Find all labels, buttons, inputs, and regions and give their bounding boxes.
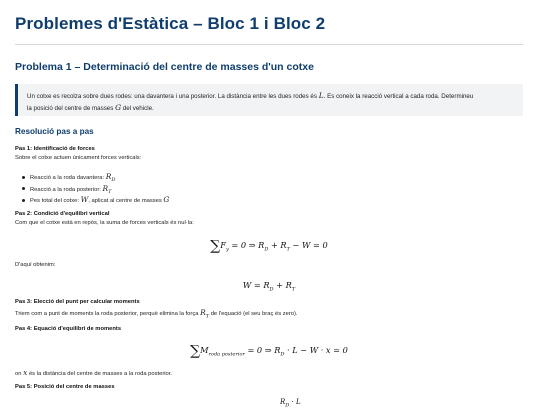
list-item <box>20 171 169 183</box>
statement-text: Un cotxe es recolza sobre dues rodes: una davantera i una posterior. La distància entre les dues rodes és <box>27 93 317 100</box>
step-3-text-a: Triem com a punt de moments la roda posterior, perquè elimina la força <box>15 311 199 317</box>
bullet-icon <box>22 199 25 202</box>
math-G: G <box>163 195 170 204</box>
math-W: W <box>80 195 89 204</box>
step-1-title: Pas 1: Identificació de forces <box>15 146 95 152</box>
bullet-text: Reacció a la roda posterior: <box>30 186 101 193</box>
statement-line-2 <box>27 102 517 114</box>
step-3-text: Triem com a punt de moments la roda posterior, perquè elimina la força $R_T$ de l'equació (el seu braç és zero). <box>15 308 298 320</box>
bullet-icon <box>22 187 25 190</box>
math-G: G <box>115 103 122 112</box>
resolution-heading: Resolució pas a pas <box>15 127 94 136</box>
force-list <box>20 171 169 206</box>
title-divider <box>15 44 523 45</box>
statement-text: la posició del centre de masses <box>27 105 114 112</box>
page-title: Problemes d'Estàtica – Bloc 1 i Bloc 2 <box>15 14 326 33</box>
step-4-after: on x és la distància del centre de masses a la roda posterior. <box>15 368 173 377</box>
step-2-after: D'aquí obtenim: <box>15 262 56 268</box>
math-L: L <box>318 91 324 100</box>
step-4-after-a: on <box>15 371 22 377</box>
bullet-text: Reacció a la roda davantera: <box>30 175 105 181</box>
list-item <box>20 194 169 206</box>
statement-text: del vehicle. <box>122 105 154 112</box>
step-1-text: Sobre el cotxe actuen únicament forces verticals: <box>15 155 142 161</box>
statement-text: . Es coneix la reacció vertical a cada roda. Determineu <box>323 93 474 100</box>
moment-subscript: roda posterior <box>208 351 245 358</box>
math-sub: T <box>108 188 112 195</box>
problem-heading: Problema 1 – Determinació del centre de masses d'un cotxe <box>15 61 314 73</box>
weight-equation: $W = R_D + R_T$ <box>242 280 296 293</box>
step-4-title: Pas 4: Equació d'equilibri de moments <box>15 326 122 332</box>
math-sub: D <box>111 177 116 184</box>
problem-statement-box <box>15 84 523 116</box>
moment-equilibrium-equation: $\sum M_{roda posterior} = 0$ ⇒ $R_D \cdot L - W \cdot x = 0$ <box>190 343 348 359</box>
partial-fraction: $R_D \cdot L$ <box>280 398 301 408</box>
bullet-text: , aplicat al centre de masses <box>88 198 162 204</box>
math-R: R <box>105 172 112 181</box>
bullet-text: Pes total del cotxe: <box>30 198 79 204</box>
list-item <box>20 183 169 195</box>
step-2-title: Pas 2: Condició d'equilibri vertical <box>15 211 110 217</box>
vertical-equilibrium-equation: $\sum F_y = 0$ ⇒ $R_D + R_T - W = 0$ <box>210 238 328 254</box>
step-5-title: Pas 5: Posició del centre de masses <box>15 384 115 390</box>
step-2-text: Com que el cotxe està en repòs, la suma de forces verticals és nul·la: <box>15 220 194 226</box>
step-3-title: Pas 3: Elecció del punt per calcular moments <box>15 299 140 305</box>
step-3-text-b: de l'equació (el seu braç és zero). <box>210 311 298 317</box>
statement-line-1 <box>27 90 517 102</box>
bullet-icon <box>22 176 25 179</box>
math-R: R <box>102 183 109 193</box>
step-4-after-b: és la distància del centre de masses a la roda posterior. <box>28 371 173 377</box>
